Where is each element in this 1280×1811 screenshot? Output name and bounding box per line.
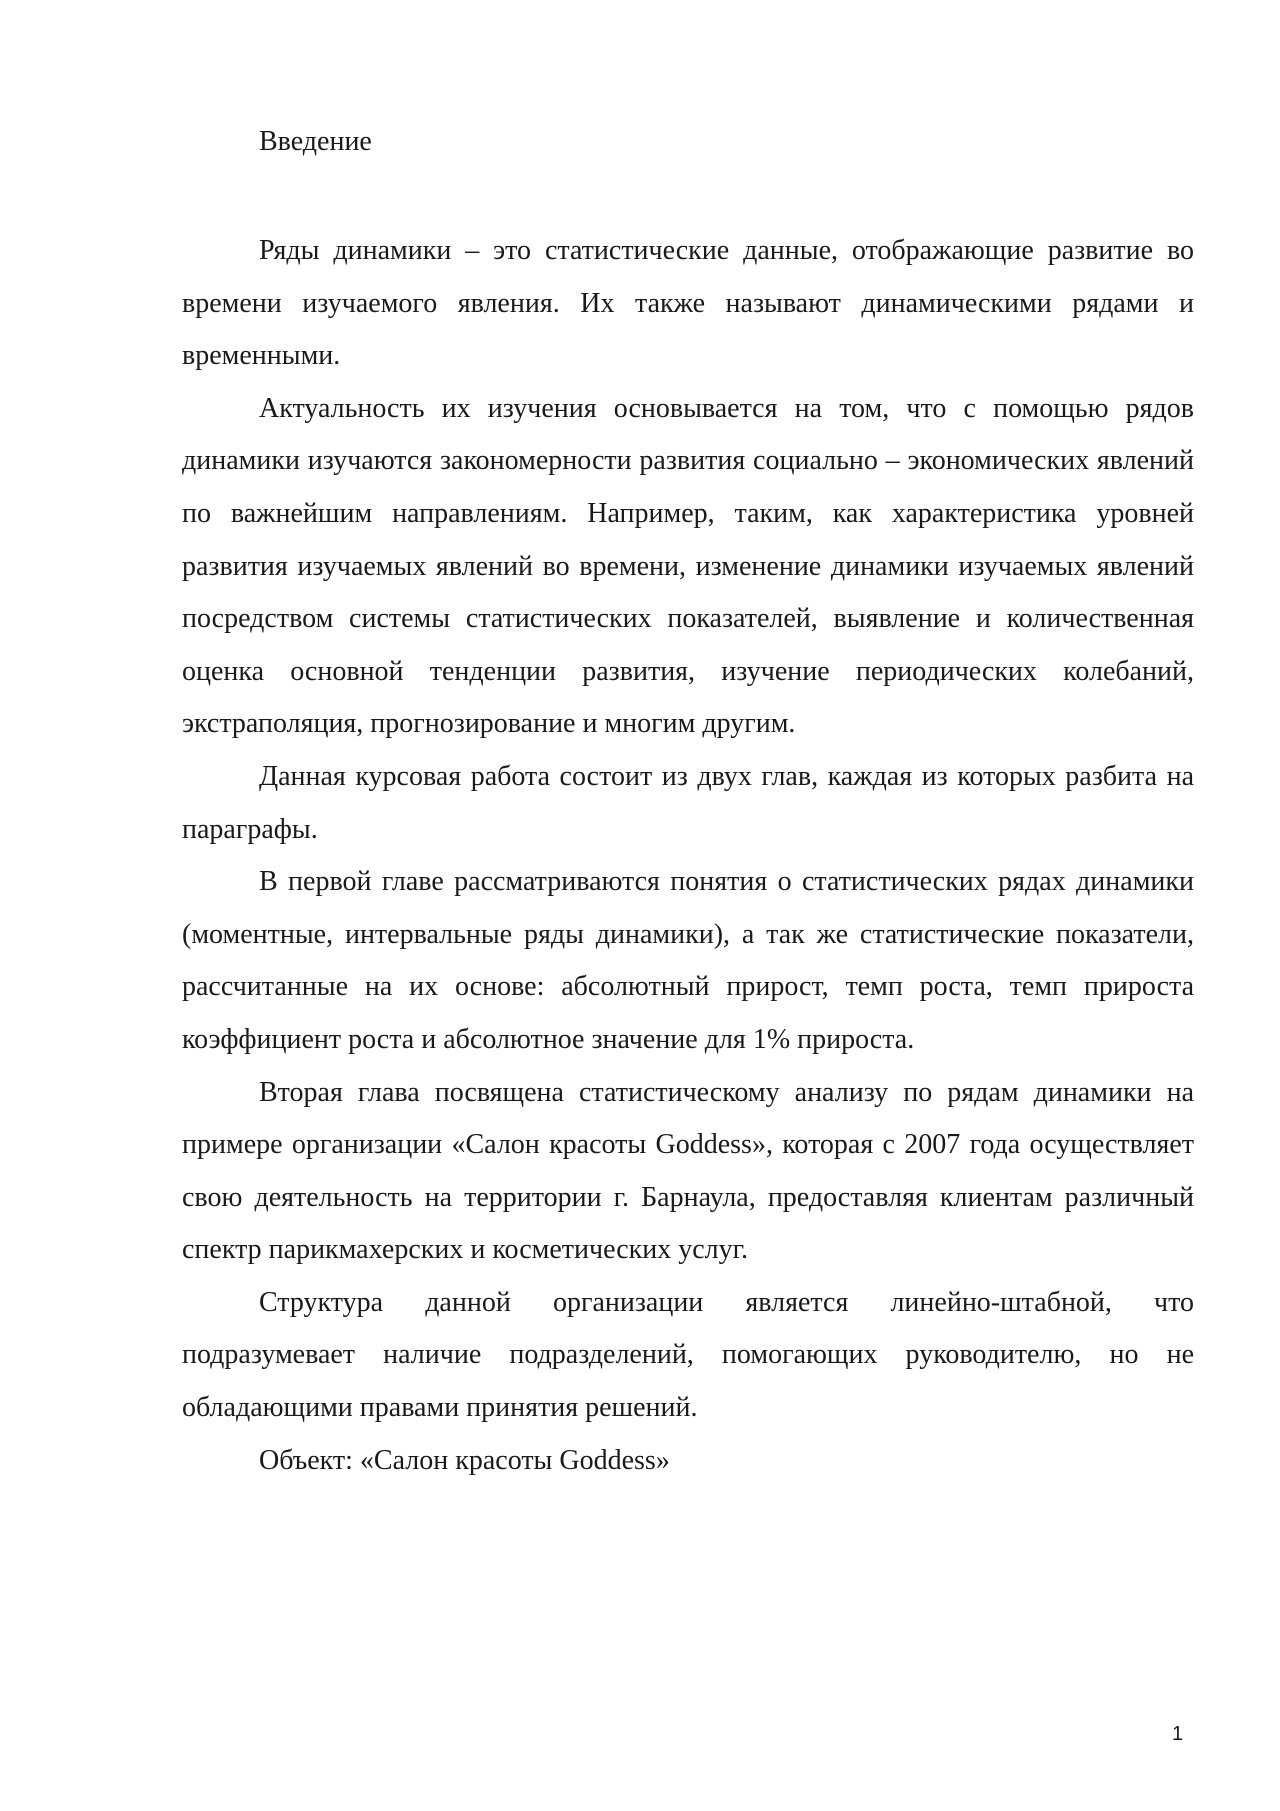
paragraph-object: Объект: «Салон красоты Goddess» (259, 1444, 670, 1476)
section-heading: Введение (259, 126, 372, 157)
paragraph-chapter-two: Вторая глава посвящена статистическому анализу по рядам динамики на примере организации «Салон красоты Goddess», которая с 2007 года осуществляет свою деятельность на территории г. Барнаула, предоставляя клиентам различный спектр парикмахерских и косметических услуг. (182, 1076, 1194, 1266)
paragraph-structure: Данная курсовая работа состоит из двух глав, каждая из которых разбита на параграфы. (182, 760, 1194, 845)
page-number: 1 (1172, 1723, 1184, 1745)
paragraph-relevance: Актуальность их изучения основывается на том, что с помощью рядов динамики изучаются закономерности развития социально – экономических явлений по важнейшим направлениям. Например, таким, как характеристика уровней развития изучаемых явлений во времени, изменение динамики изучаемых явлений посредством системы статистических показателей, выявление и количественная оценка основной тенденции развития, изучение периодических колебаний, экстраполяция, прогнозирование и многим другим. (182, 392, 1194, 740)
paragraph-definition: Ряды динамики – это статистические данные, отображающие развитие во времени изучаемого явления. Их также называют динамическими рядами и временными. (182, 235, 1194, 372)
paragraph-chapter-one: В первой главе рассматриваются понятия о статистических рядах динамики (моментные, интервальные ряды динамики), а так же статистические показатели, рассчитанные на их основе: абсолютный прирост, темп роста, темп прироста коэффициент роста и абсолютное значение для 1% прироста. (182, 866, 1194, 1055)
body-text (182, 225, 1194, 1487)
paragraph-organization-structure: Структура данной организации является линейно-штабной, что подразумевает наличие подразделений, помогающих руководителю, но не обладающими правами принятия решений. (182, 1286, 1194, 1424)
